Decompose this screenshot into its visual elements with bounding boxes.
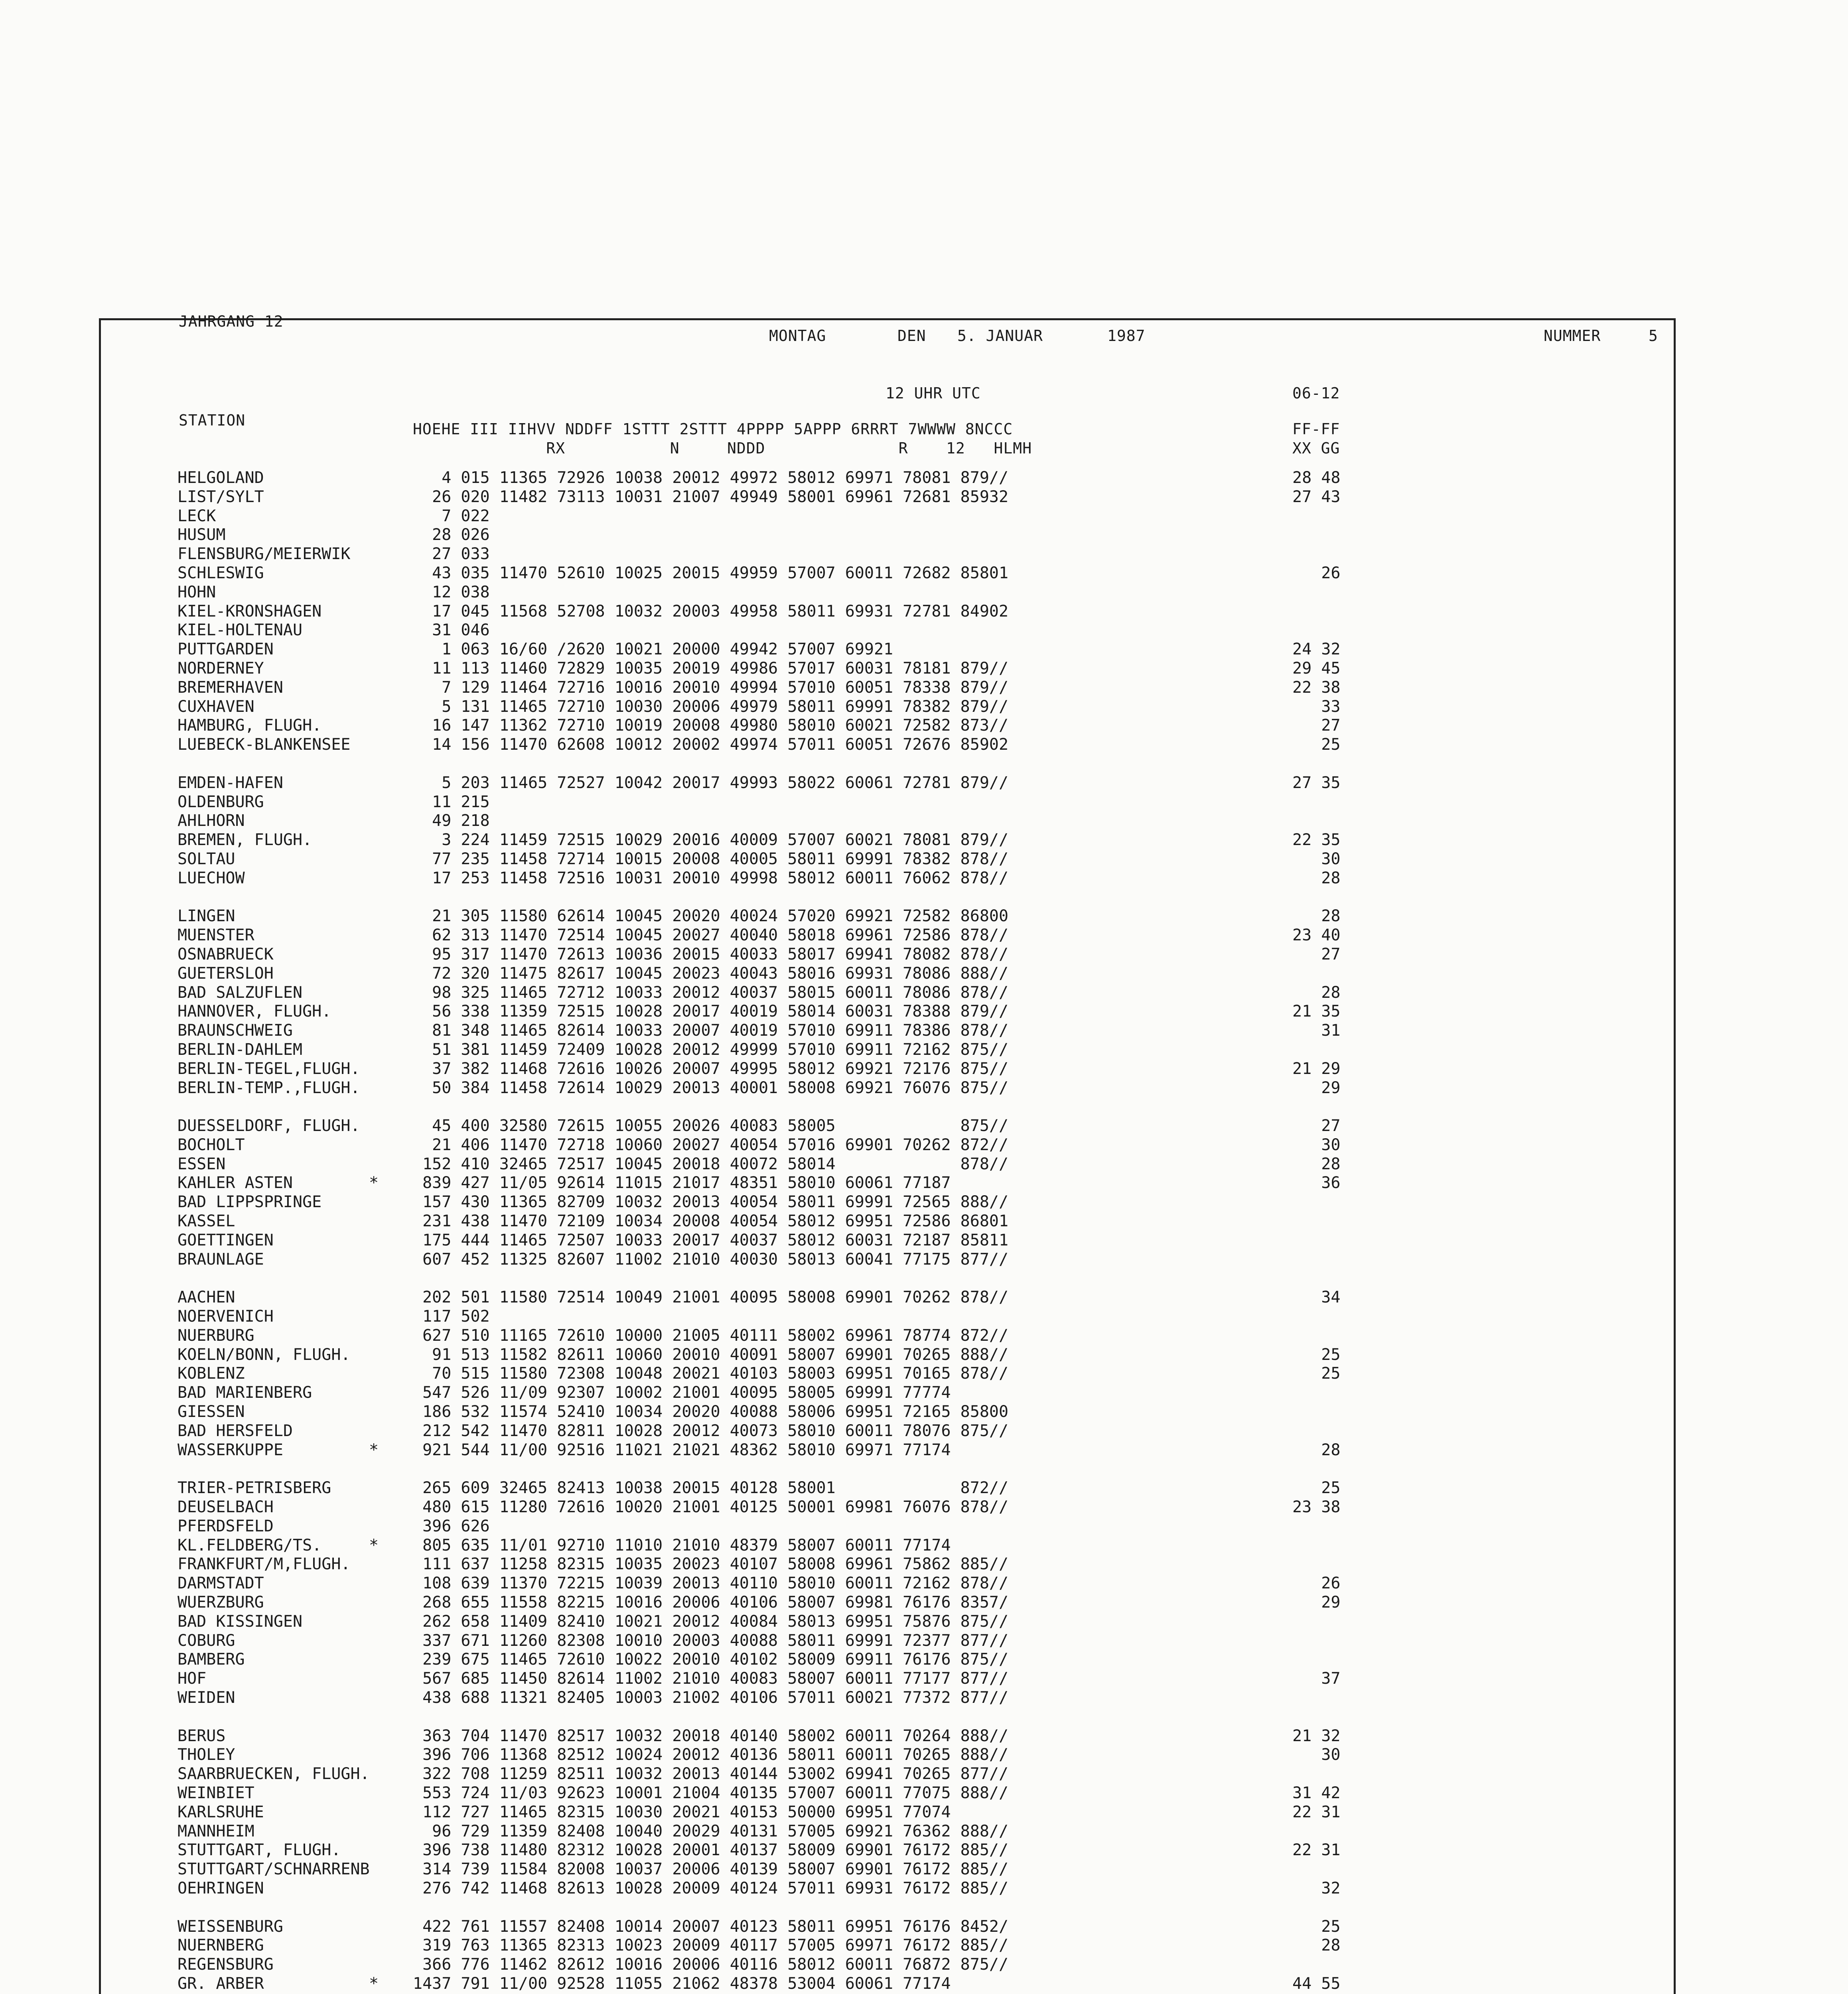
station-name: BERLIN-TEGEL,FLUGH. xyxy=(178,1059,360,1078)
station-name: BAD LIPPSPRINGE xyxy=(178,1193,322,1212)
station-name: BRAUNSCHWEIG xyxy=(178,1021,293,1040)
station-name: MUENSTER xyxy=(178,926,254,945)
gust-values: 28 xyxy=(1292,983,1341,1002)
station-row xyxy=(178,602,1653,621)
station-name: OLDENBURG xyxy=(178,792,264,811)
station-row xyxy=(178,1021,1653,1040)
observation-codes: 547 526 11/09 92307 10002 21001 40095 58005 69991 77774 xyxy=(413,1383,951,1402)
station-name: DARMSTADT xyxy=(178,1574,264,1593)
observation-codes: 839 427 11/05 92614 11015 21017 48351 58010 60061 77187 xyxy=(413,1174,951,1192)
station-name: COBURG xyxy=(178,1631,235,1650)
gust-values: 28 xyxy=(1292,907,1341,926)
gust-values: 24 32 xyxy=(1292,640,1341,659)
gust-column-header: FF-FF xyxy=(1292,420,1340,438)
station-row xyxy=(178,1669,1653,1689)
observation-codes: 1 063 16/60 /2620 10021 20000 49942 57007 69921 xyxy=(413,640,893,659)
station-name: HOHN xyxy=(178,583,216,601)
station-name: KARLSRUHE xyxy=(178,1803,264,1821)
station-name: KOBLENZ xyxy=(178,1364,245,1383)
station-row xyxy=(178,1727,1653,1746)
station-row xyxy=(178,926,1653,945)
observation-codes: 98 325 11465 72712 10033 20012 40037 58015 60011 78086 878// xyxy=(413,983,1009,1002)
observation-codes: 77 235 11458 72714 10015 20008 40005 58011 69991 78382 878// xyxy=(413,849,1009,868)
observation-codes: 396 706 11368 82512 10024 20012 40136 58011 60011 70265 888// xyxy=(413,1746,1009,1764)
station-row xyxy=(178,1536,1653,1555)
gust-values: 44 55 xyxy=(1292,1974,1341,1993)
station-name: BERUS xyxy=(178,1726,226,1745)
year-label: 1987 xyxy=(1107,327,1146,345)
station-row xyxy=(178,1002,1653,1021)
observation-codes: 5 203 11465 72527 10042 20017 49993 58022 60061 72781 879// xyxy=(413,773,1009,792)
station-row xyxy=(178,583,1653,602)
gust-values: 30 xyxy=(1292,1746,1341,1764)
observation-codes: 43 035 11470 52610 10025 20015 49959 57007 60011 72682 85801 xyxy=(413,564,1009,582)
observation-codes: 276 742 11468 82613 10028 20009 40124 57011 69931 76172 885// xyxy=(413,1879,1009,1897)
station-row xyxy=(178,698,1653,717)
station-name: TRIER-PETRISBERG xyxy=(178,1479,331,1497)
station-row xyxy=(178,831,1653,850)
gust-values: 29 xyxy=(1292,1593,1341,1612)
observation-codes: 108 639 11370 72215 10039 20013 40110 58010 60011 72162 878// xyxy=(413,1574,1009,1593)
station-name: KOELN/BONN, FLUGH. xyxy=(178,1345,351,1364)
observation-codes: 480 615 11280 72616 10020 21001 40125 50001 69981 76076 878// xyxy=(413,1498,1009,1517)
issue-number: 5 xyxy=(1649,327,1658,345)
gust-values: 28 48 xyxy=(1292,469,1341,487)
observation-codes: 567 685 11450 82614 11002 21010 40083 58007 60011 77177 877// xyxy=(413,1669,1009,1688)
station-name: BAMBERG xyxy=(178,1650,245,1669)
station-row xyxy=(178,1822,1653,1841)
station-name: WEISSENBURG xyxy=(178,1917,283,1936)
station-name: BRAUNLAGE xyxy=(178,1250,264,1269)
observation-codes: 31 046 xyxy=(413,621,490,640)
gust-values: 30 xyxy=(1292,849,1341,868)
station-row xyxy=(178,1288,1653,1307)
observation-codes: 396 626 xyxy=(413,1517,490,1535)
station-name: WEIDEN xyxy=(178,1689,235,1707)
observation-codes: 27 033 xyxy=(413,545,490,564)
station-row xyxy=(178,1803,1653,1822)
station-name: AHLHORN xyxy=(178,812,245,830)
station-row xyxy=(178,1250,1653,1269)
station-name: LECK xyxy=(178,506,216,525)
gust-values: 31 42 xyxy=(1292,1783,1341,1802)
observation-codes: 268 655 11558 82215 10016 20006 40106 58007 69981 76176 8357/ xyxy=(413,1593,1009,1612)
station-name: THOLEY xyxy=(178,1746,235,1764)
station-name: SCHLESWIG xyxy=(178,564,264,582)
gust-values: 27 35 xyxy=(1292,773,1341,792)
station-name: NUERBURG xyxy=(178,1326,254,1345)
station-row xyxy=(178,793,1653,812)
station-row xyxy=(178,1346,1653,1365)
station-name: WEINBIET xyxy=(178,1783,254,1802)
observation-codes: 921 544 11/00 92516 11021 21021 48362 58010 69971 77174 xyxy=(413,1440,951,1459)
gust-values: 25 xyxy=(1292,735,1341,754)
station-name: KIEL-KRONSHAGEN xyxy=(178,602,322,621)
observation-codes: 12 038 xyxy=(413,583,490,601)
observation-codes: 28 026 xyxy=(413,526,490,544)
observation-codes: 62 313 11470 72514 10045 20027 40040 58018 69961 72586 878// xyxy=(413,926,1009,945)
station-row xyxy=(178,1155,1653,1174)
number-label: NUMMER xyxy=(1544,327,1601,345)
station-column-header: STATION xyxy=(179,412,246,429)
station-name: BAD SALZUFLEN xyxy=(178,983,303,1002)
mountain-station-mark: * xyxy=(369,1174,379,1192)
station-name: KAHLER ASTEN xyxy=(178,1174,293,1192)
observation-codes: 231 438 11470 72109 10034 20008 40054 58012 69951 72586 86801 xyxy=(413,1212,1009,1231)
observation-codes: 56 338 11359 72515 10028 20017 40019 58014 60031 78388 879// xyxy=(413,1002,1009,1021)
gust-values: 32 xyxy=(1292,1879,1341,1897)
station-name: KL.FELDBERG/TS. xyxy=(178,1536,322,1555)
group-spacer xyxy=(178,888,1653,907)
station-row xyxy=(178,621,1653,640)
gust-values: 25 xyxy=(1292,1479,1341,1497)
gust-values: 27 xyxy=(1292,1117,1341,1135)
observation-codes: 337 671 11260 82308 10010 20003 40088 58011 69991 72377 877// xyxy=(413,1631,1009,1650)
observation-codes: 396 738 11480 82312 10028 20001 40137 58009 69901 76172 885// xyxy=(413,1841,1009,1860)
observation-codes: 51 381 11459 72409 10028 20012 49999 57010 69911 72162 875// xyxy=(413,1040,1009,1059)
station-name: MANNHEIM xyxy=(178,1822,254,1840)
station-name: STUTTGART/SCHNARRENB xyxy=(178,1860,370,1879)
observation-codes: 72 320 11475 82617 10045 20023 40043 58016 69931 78086 888// xyxy=(413,964,1009,983)
gust-values: 22 31 xyxy=(1292,1803,1341,1821)
group-spacer xyxy=(178,1708,1653,1727)
station-row xyxy=(178,1212,1653,1231)
station-row xyxy=(178,1231,1653,1250)
station-name: LIST/SYLT xyxy=(178,487,264,506)
station-row xyxy=(178,507,1653,526)
station-row xyxy=(178,774,1653,793)
station-name: BAD MARIENBERG xyxy=(178,1383,312,1402)
gust-values: 21 29 xyxy=(1292,1059,1341,1078)
station-row xyxy=(178,1841,1653,1860)
station-row xyxy=(178,1879,1653,1898)
station-name: OSNABRUECK xyxy=(178,945,274,964)
observation-codes: 16 147 11362 72710 10019 20008 49980 58010 60021 72582 873// xyxy=(413,716,1009,735)
station-name: WASSERKUPPE xyxy=(178,1440,283,1459)
station-name: BREMERHAVEN xyxy=(178,678,283,697)
gust-values: 34 xyxy=(1292,1288,1341,1307)
station-name: DEUSELBACH xyxy=(178,1498,274,1517)
station-row xyxy=(178,1307,1653,1326)
station-row xyxy=(178,869,1653,888)
station-name: EMDEN-HAFEN xyxy=(178,773,283,792)
observation-codes: 366 776 11462 82612 10016 20006 40116 58012 60011 76872 875// xyxy=(413,1955,1009,1974)
station-name: GOETTINGEN xyxy=(178,1231,274,1249)
station-table xyxy=(178,469,1653,1994)
station-row xyxy=(178,488,1653,507)
station-row xyxy=(178,1403,1653,1422)
station-row xyxy=(178,1174,1653,1193)
station-name: ESSEN xyxy=(178,1155,226,1173)
volume-label: JAHRGANG 12 xyxy=(179,313,284,330)
station-row xyxy=(178,1136,1653,1155)
station-name: LUEBECK-BLANKENSEE xyxy=(178,735,351,754)
gust-values: 31 xyxy=(1292,1021,1341,1040)
station-name: GIESSEN xyxy=(178,1403,245,1421)
observation-codes: 112 727 11465 82315 10030 20021 40153 50000 69951 77074 xyxy=(413,1803,951,1821)
group-spacer xyxy=(178,1460,1653,1479)
station-row xyxy=(178,1689,1653,1708)
gust-values: 28 xyxy=(1292,869,1341,887)
station-row xyxy=(178,1593,1653,1612)
station-name: CUXHAVEN xyxy=(178,697,254,716)
observation-codes: 11 113 11460 72829 10035 20019 49986 57017 60031 78181 879// xyxy=(413,659,1009,678)
observation-codes: 26 020 11482 73113 10031 21007 49949 58001 69961 72681 85932 xyxy=(413,487,1009,506)
station-row xyxy=(178,1955,1653,1974)
weekday-label: MONTAG xyxy=(769,327,826,345)
wind-period-label: 06-12 xyxy=(1292,384,1340,402)
station-row xyxy=(178,945,1653,964)
station-name: WUERZBURG xyxy=(178,1593,264,1612)
gust-values: 30 xyxy=(1292,1135,1341,1154)
station-name: HANNOVER, FLUGH. xyxy=(178,1002,331,1021)
station-name: STUTTGART, FLUGH. xyxy=(178,1841,341,1860)
gust-values: 33 xyxy=(1292,697,1341,716)
station-name: KIEL-HOLTENAU xyxy=(178,621,303,640)
station-row xyxy=(178,1326,1653,1346)
observation-codes: 117 502 xyxy=(413,1307,490,1326)
station-row xyxy=(178,1612,1653,1631)
station-row xyxy=(178,469,1653,488)
gust-values: 29 xyxy=(1292,1078,1341,1097)
observation-codes: 81 348 11465 82614 10033 20007 40019 57010 69911 78386 878// xyxy=(413,1021,1009,1040)
station-name: FLENSBURG/MEIERWIK xyxy=(178,545,351,564)
station-row xyxy=(178,812,1653,831)
station-row xyxy=(178,964,1653,983)
observation-codes: 17 045 11568 52708 10032 20003 49958 58011 69931 72781 84902 xyxy=(413,602,1009,621)
observation-codes: 3 224 11459 72515 10029 20016 40009 57007 60021 78081 879// xyxy=(413,831,1009,849)
gust-values: 21 32 xyxy=(1292,1726,1341,1745)
station-name: DUESSELDORF, FLUGH. xyxy=(178,1117,360,1135)
observation-codes: 4 015 11365 72926 10038 20012 49972 58012 69971 78081 879// xyxy=(413,469,1009,487)
code-columns-subheader: RX N NDDD R 12 HLMH xyxy=(413,439,1032,457)
observation-codes: 95 317 11470 72613 10036 20015 40033 58017 69941 78082 878// xyxy=(413,945,1009,964)
observation-codes: 70 515 11580 72308 10048 20021 40103 58003 69951 70165 878// xyxy=(413,1364,1009,1383)
observation-codes: 553 724 11/03 92623 10001 21004 40135 57007 60011 77075 888// xyxy=(413,1783,1009,1802)
observation-codes: 111 637 11258 82315 10035 20023 40107 58008 69961 75862 885// xyxy=(413,1555,1009,1574)
station-name: LINGEN xyxy=(178,907,235,926)
station-name: PUTTGARDEN xyxy=(178,640,274,659)
observation-codes: 5 131 11465 72710 10030 20006 49979 58011 69991 78382 879// xyxy=(413,697,1009,716)
observation-codes: 7 129 11464 72716 10016 20010 49994 57010 60051 78338 879// xyxy=(413,678,1009,697)
station-row xyxy=(178,716,1653,735)
observation-codes: 50 384 11458 72614 10029 20013 40001 58008 69921 76076 875// xyxy=(413,1078,1009,1097)
station-row xyxy=(178,1079,1653,1098)
station-row xyxy=(178,1784,1653,1803)
observation-codes: 7 022 xyxy=(413,506,490,525)
station-row xyxy=(178,659,1653,678)
observation-codes: 37 382 11468 72616 10026 20007 49995 58012 69921 72176 875// xyxy=(413,1059,1009,1078)
station-row xyxy=(178,526,1653,545)
group-spacer xyxy=(178,1269,1653,1288)
gust-values: 25 xyxy=(1292,1917,1341,1936)
group-spacer xyxy=(178,755,1653,774)
station-row xyxy=(178,1860,1653,1879)
observation-codes: 607 452 11325 82607 11002 21010 40030 58013 60041 77175 877// xyxy=(413,1250,1009,1269)
observation-codes: 11 215 xyxy=(413,792,490,811)
station-name: HOF xyxy=(178,1669,207,1688)
group-spacer xyxy=(178,1898,1653,1917)
gust-values: 26 xyxy=(1292,564,1341,582)
observation-codes: 14 156 11470 62608 10012 20002 49974 57011 60051 72676 85902 xyxy=(413,735,1009,754)
observation-codes: 17 253 11458 72516 10031 20010 49998 58012 60011 76062 878// xyxy=(413,869,1009,887)
observation-codes: 175 444 11465 72507 10033 20017 40037 58012 60031 72187 85811 xyxy=(413,1231,1009,1249)
mountain-station-mark: * xyxy=(369,1536,379,1555)
gust-values: 22 38 xyxy=(1292,678,1341,697)
station-row xyxy=(178,1574,1653,1593)
station-row xyxy=(178,1498,1653,1517)
gust-values: 26 xyxy=(1292,1574,1341,1593)
station-name: KASSEL xyxy=(178,1212,235,1231)
station-row xyxy=(178,907,1653,926)
station-row xyxy=(178,1555,1653,1574)
station-row xyxy=(178,1441,1653,1460)
station-name: REGENSBURG xyxy=(178,1955,274,1974)
mountain-station-mark: * xyxy=(369,1440,379,1459)
station-name: BAD KISSINGEN xyxy=(178,1612,303,1631)
station-name: BAD HERSFELD xyxy=(178,1421,293,1440)
station-row xyxy=(178,640,1653,659)
observation-codes: 322 708 11259 82511 10032 20013 40144 53002 69941 70265 877// xyxy=(413,1765,1009,1783)
station-row xyxy=(178,1117,1653,1136)
station-name: NOERVENICH xyxy=(178,1307,274,1326)
observation-codes: 21 406 11470 72718 10060 20027 40054 57016 69901 70262 872// xyxy=(413,1135,1009,1154)
observation-codes: 262 658 11409 82410 10021 20012 40084 58013 69951 75876 875// xyxy=(413,1612,1009,1631)
observation-codes: 438 688 11321 82405 10003 21002 40106 57011 60021 77372 877// xyxy=(413,1689,1009,1707)
station-row xyxy=(178,1650,1653,1669)
station-row xyxy=(178,1765,1653,1784)
station-name: FRANKFURT/M,FLUGH. xyxy=(178,1555,351,1574)
station-name: HAMBURG, FLUGH. xyxy=(178,716,322,735)
observation-codes: 1437 791 11/00 92528 11055 21062 48378 53004 60061 77174 xyxy=(413,1974,951,1993)
observation-codes: 157 430 11365 82709 10032 20013 40054 58011 69991 72565 888// xyxy=(413,1193,1009,1212)
gust-values: 29 45 xyxy=(1292,659,1341,678)
gust-values: 23 38 xyxy=(1292,1498,1341,1517)
gust-values: 27 43 xyxy=(1292,487,1341,506)
station-name: BERLIN-TEMP.,FLUGH. xyxy=(178,1078,360,1097)
station-row xyxy=(178,1936,1653,1955)
station-name: AACHEN xyxy=(178,1288,235,1307)
gust-values: 25 xyxy=(1292,1364,1341,1383)
observation-codes: 422 761 11557 82408 10014 20007 40123 58011 69951 76176 8452/ xyxy=(413,1917,1009,1936)
station-row xyxy=(178,1364,1653,1383)
gust-column-subheader: XX GG xyxy=(1292,439,1340,457)
mountain-station-mark: * xyxy=(369,1974,379,1993)
observation-codes: 363 704 11470 82517 10032 20018 40140 58002 60011 70264 888// xyxy=(413,1726,1009,1745)
observation-codes: 319 763 11365 82313 10023 20009 40117 57005 69971 76172 885// xyxy=(413,1936,1009,1955)
station-row xyxy=(178,850,1653,869)
gust-values: 21 35 xyxy=(1292,1002,1341,1021)
station-name: HELGOLAND xyxy=(178,469,264,487)
station-name: PFERDSFELD xyxy=(178,1517,274,1535)
observation-codes: 91 513 11582 82611 10060 20010 40091 58007 69901 70265 888// xyxy=(413,1345,1009,1364)
station-row xyxy=(178,1479,1653,1498)
station-row xyxy=(178,1040,1653,1060)
station-row xyxy=(178,564,1653,583)
observation-codes: 202 501 11580 72514 10049 21001 40095 58008 69901 70262 878// xyxy=(413,1288,1009,1307)
observation-time: 12 UHR UTC xyxy=(886,384,981,402)
observation-codes: 805 635 11/01 92710 11010 21010 48379 58007 60011 77174 xyxy=(413,1536,951,1555)
station-name: HUSUM xyxy=(178,526,226,544)
gust-values: 22 35 xyxy=(1292,831,1341,849)
den-label: DEN xyxy=(897,327,926,345)
observation-codes: 49 218 xyxy=(413,812,490,830)
station-row xyxy=(178,1060,1653,1079)
station-row xyxy=(178,1631,1653,1651)
gust-values: 23 40 xyxy=(1292,926,1341,945)
gust-values: 25 xyxy=(1292,1345,1341,1364)
date-label: 5. JANUAR xyxy=(957,327,1043,345)
station-name: NUERNBERG xyxy=(178,1936,264,1955)
gust-values: 37 xyxy=(1292,1669,1341,1688)
station-name: GR. ARBER xyxy=(178,1974,264,1993)
station-row xyxy=(178,1746,1653,1765)
station-name: OEHRINGEN xyxy=(178,1879,264,1897)
gust-values: 28 xyxy=(1292,1936,1341,1955)
gust-values: 36 xyxy=(1292,1174,1341,1192)
station-row xyxy=(178,545,1653,564)
station-row xyxy=(178,735,1653,755)
gust-values: 27 xyxy=(1292,945,1341,964)
code-columns-header: HOEHE III IIHVV NDDFF 1STTT 2STTT 4PPPP 5APPP 6RRRT 7WWWW 8NCCC xyxy=(413,420,1013,438)
observation-codes: 152 410 32465 72517 10045 20018 40072 58014 878// xyxy=(413,1155,1009,1173)
station-name: SOLTAU xyxy=(178,849,235,868)
station-name: BOCHOLT xyxy=(178,1135,245,1154)
station-row xyxy=(178,1974,1653,1994)
station-name: SAARBRUECKEN, FLUGH. xyxy=(178,1765,370,1783)
observation-codes: 212 542 11470 82811 10028 20012 40073 58010 60011 78076 875// xyxy=(413,1421,1009,1440)
observation-codes: 627 510 11165 72610 10000 21005 40111 58002 69961 78774 872// xyxy=(413,1326,1009,1345)
station-row xyxy=(178,1422,1653,1441)
station-name: GUETERSLOH xyxy=(178,964,274,983)
station-row xyxy=(178,1517,1653,1536)
observation-codes: 239 675 11465 72610 10022 20010 40102 58009 69911 76176 875// xyxy=(413,1650,1009,1669)
group-spacer xyxy=(178,1097,1653,1117)
gust-values: 22 31 xyxy=(1292,1841,1341,1860)
station-row xyxy=(178,983,1653,1003)
observation-codes: 21 305 11580 62614 10045 20020 40024 57020 69921 72582 86800 xyxy=(413,907,1009,926)
observation-codes: 96 729 11359 82408 10040 20029 40131 57005 69921 76362 888// xyxy=(413,1822,1009,1840)
station-name: LUECHOW xyxy=(178,869,245,887)
observation-codes: 265 609 32465 82413 10038 20015 40128 58001 872// xyxy=(413,1479,1009,1497)
station-row xyxy=(178,678,1653,698)
station-name: BERLIN-DAHLEM xyxy=(178,1040,303,1059)
station-name: NORDERNEY xyxy=(178,659,264,678)
observation-codes: 314 739 11584 82008 10037 20006 40139 58007 69901 76172 885// xyxy=(413,1860,1009,1879)
gust-values: 27 xyxy=(1292,716,1341,735)
gust-values: 28 xyxy=(1292,1155,1341,1173)
station-row xyxy=(178,1383,1653,1403)
station-row xyxy=(178,1193,1653,1212)
gust-values: 28 xyxy=(1292,1440,1341,1459)
station-name: BREMEN, FLUGH. xyxy=(178,831,312,849)
observation-codes: 45 400 32580 72615 10055 20026 40083 58005 875// xyxy=(413,1117,1009,1135)
station-row xyxy=(178,1917,1653,1937)
observation-codes: 186 532 11574 52410 10034 20020 40088 58006 69951 72165 85800 xyxy=(413,1403,1009,1421)
